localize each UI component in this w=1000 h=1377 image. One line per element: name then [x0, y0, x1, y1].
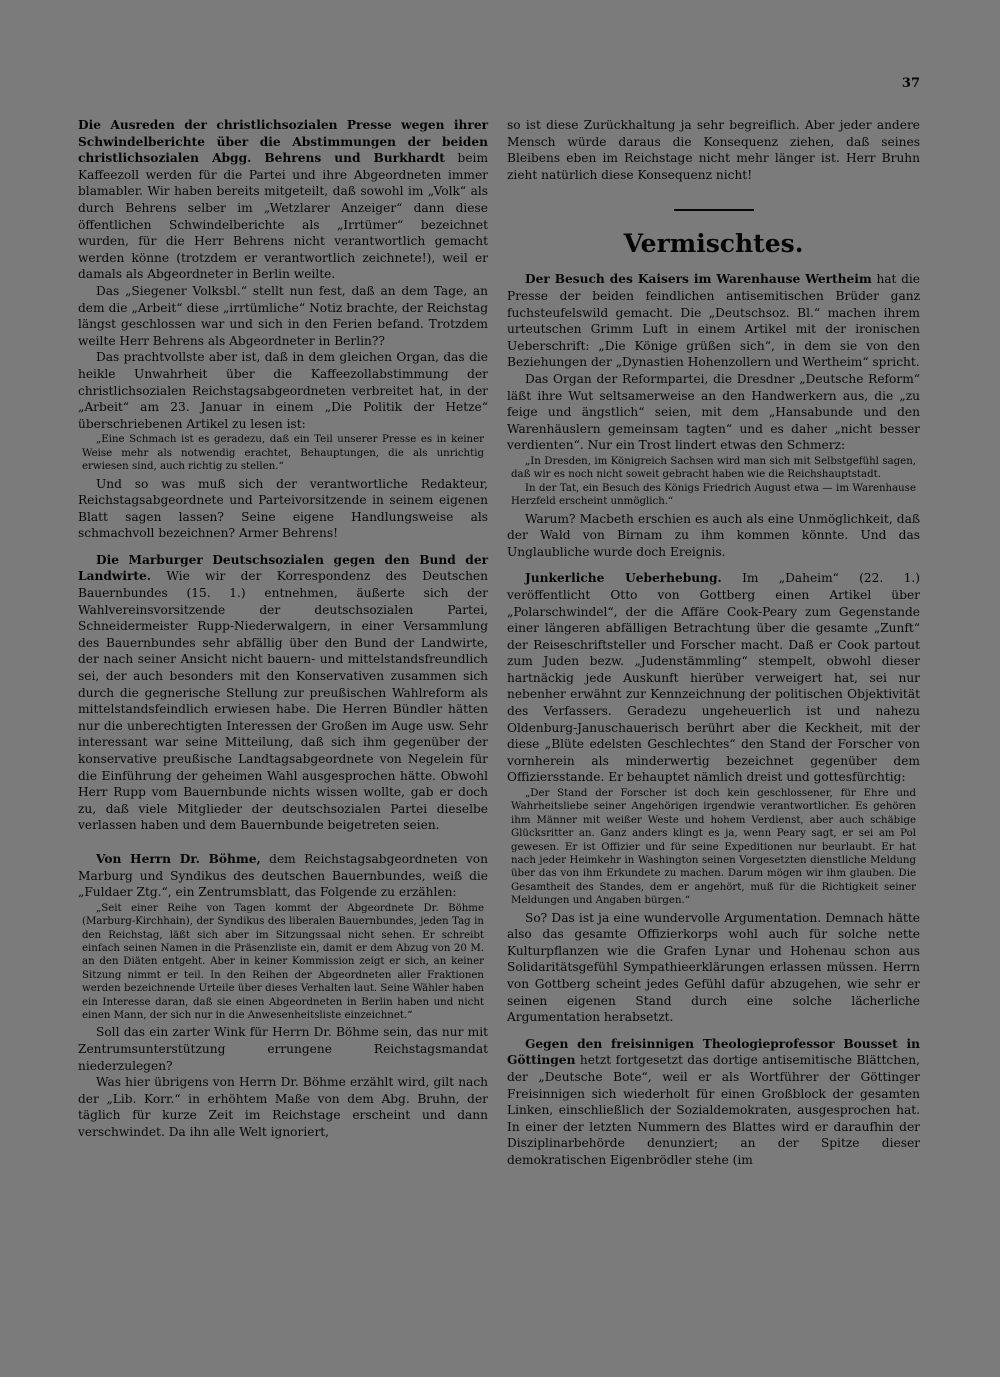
article-text: hetzt fortgesetzt das dortige antisemitische Blättchen, der „Deutsche Bote“, weil er als Wortführer der Göttinger Freisinnigen sich wiederholt für einen Großblock der gesamten Linken, einschließlich der Sozialdemokraten, ausgesprochen hat. In einer der letzten Nummern des Blattes wird er daraufhin der Disziplinarbehörde denunziert; an der Spitze dieser demokratischen Eigenbrödler stehe (im: [507, 1053, 920, 1167]
article-ausreden: [78, 117, 488, 542]
section-title: Vermischtes.: [623, 229, 804, 259]
article-heading: Die Marburger Deutschsozialen gegen den Bund der Landwirte.: [78, 552, 488, 584]
article-text: Im „Daheim“ (22. 1.) veröffentlicht Otto von Gottberg einen Artikel über „Polarschwindel“, der die Affäre Cook-Peary zum Gegenstande einer längeren abfälligen Betrachtung über die gesamte „Zunft“ der Reiseschriftsteller und Forscher macht. Daß er Cook partout zum Juden bezw. „Judenstämmling“ stempelt, obwohl dieser hartnäckig jede Auskunft hierüber verweigert hat, sei nur nebenher erwähnt zur Kennzeichnung der politischen Objektivität des Verfassers. Geradezu ungeheuerlich ist und nahezu Oldenburg-Januschauerisch berührt aber die Keckheit, mit der diese „Blüte edelsten Geschlechtes“ den Stand der Forscher von vornherein als minderwertig bezeichnet gegenüber dem Offiziersstande. Er behauptet nämlich dreist und gottesfürchtig:: [507, 571, 920, 785]
article-paragraph: Warum? Macbeth erschien es auch als eine Unmöglichkeit, daß der Wald von Birnam zu ihm kommen könnte. Und das Unglaubliche wurde doch Ereignis.: [507, 511, 920, 559]
article-text: beim Kaffeezoll werden für die Partei und ihre Abgeordneten immer blamabler. Wir haben bereits mitgeteilt, daß sowohl im „Volk“ als durch Behrens selber im „Wetzlarer Anzeiger“ dann diese öffentlichen Schwindelberichte als „Irrtümer“ bezeichnet wurden, für die Herr Behrens nicht verantwortlich gemacht werden könne (trotzdem er verantwortlich zeichnete!), weil er damals als Abgeordneter in Berlin weilte.: [78, 151, 489, 282]
article-paragraph: Was hier übrigens von Herrn Dr. Böhme erzählt wird, gilt nach der „Lib. Korr.“ in erhöhtem Maße von dem Abg. Bruhn, der täglich für kurze Zeit im Reichstage erscheint und dann verschwindet. Da ihn alle Welt ignoriert,: [78, 1075, 488, 1139]
quote-text: „Eine Schmach ist es geradezu, daß ein Teil unserer Presse es in keiner Weise mehr als notwendig erachtet, Behauptungen, die als unrichtig erwiesen sind, auch richtig zu stellen.“: [82, 434, 484, 473]
article-kaiser-wertheim: [507, 271, 920, 560]
quotation: [82, 902, 484, 1023]
article-paragraph: [78, 552, 488, 834]
article-paragraph: [507, 271, 920, 371]
page-number: 37: [901, 76, 920, 91]
article-text: hat die Presse der beiden feindlichen antisemitischen Brüder ganz fuchsteufelswild gemacht. Die „Deutschsoz. Bl.“ machen ihrem urteutschen Grimm Luft in einem Artikel mit der ironischen Ueberschrift: „Die Könige grüßen sich“, in dem sie von den Beziehungen der „Dynastien Hohenzollern und Wertheim“ spricht.: [507, 272, 920, 370]
article-paragraph: So? Das ist ja eine wundervolle Argumentation. Demnach hätte also das gesamte Offizierkorps wohl auch für solche nette Kulturpflanzen wie die Grafen Lynar und Hohenau schon aus Solidaritätsgefühl Sympathieerklärungen erlassen müssen. Herrn von Gottberg scheint jedes Gefühl dafür abzugehen, wie sehr er seinen eigenen Stand durch eine solche lächerliche Argumentation herabsetzt.: [507, 910, 920, 1025]
article-heading: Der Besuch des Kaisers im Warenhause Wertheim: [525, 272, 872, 287]
quote-text: „In Dresden, im Königreich Sachsen wird man sich mit Selbstgefühl sagen, daß wir es noch nicht soweit gebracht haben wie die Reichshauptstadt.: [511, 455, 916, 481]
article-paragraph: Und so was muß sich der verantwortliche Redakteur, Reichstagsabgeordnete und Parteivorsitzende in seinem eigenen Blatt sagen lassen? Seine eigene Handlungsweise als schmachvoll bezeichnen? Armer Behrens!: [78, 476, 488, 541]
right-column: [507, 117, 920, 1169]
quote-text: In der Tat, ein Besuch des Königs Friedrich August etwa — im Warenhause Herzfeld erscheint unmöglich.“: [511, 482, 916, 508]
section-divider: [674, 209, 754, 211]
article-heading: Junkerliche Ueberhebung.: [525, 571, 722, 586]
article-bousset: [507, 1036, 920, 1169]
article-heading: Gegen den freisinnigen Theologieprofessor Bousset in Göttingen: [507, 1036, 920, 1068]
article-paragraph: [507, 1036, 920, 1169]
quotation: [82, 433, 484, 473]
article-dr-boehme: [78, 851, 488, 1141]
left-column: [78, 117, 488, 1141]
quotation: [511, 787, 916, 908]
continuation-paragraph: so ist diese Zurückhaltung ja sehr begreiflich. Aber jeder andere Mensch würde daraus die Konsequenz ziehen, daß seines Bleibens eben im Reichstage nicht mehr länger ist. Herr Bruhn zieht natürlich diese Konsequenz nicht!: [507, 118, 920, 182]
article-junkerliche-ueberhebung: [507, 570, 920, 1026]
article-paragraph: Das prachtvollste aber ist, daß in dem gleichen Organ, das die heikle Unwahrheit über die Kaffeezollabstimmung der christlichsozialen Reichstagsabgeordneten verbreitet hat, in der „Arbeit“ am 23. Januar in einem „Die Politik der Hetze“ überschriebenen Artikel zu lesen ist:: [78, 350, 488, 431]
quote-text: „Der Stand der Forscher ist doch kein geschlossener, für Ehre und Wahrheitsliebe seiner Angehörigen irgendwie verantwortlicher. Es gehören ihm Männer mit weißer Weste und hohem Verdienst, aber auch schäbige Glücksritter an. Ganz anders klingt es ja, wenn Peary sagt, er sei am Pol gewesen. Er ist Offizier und für seine Expeditionen nur beurlaubt. Er hat nach jeder Heimkehr in Washington seinen Vorgesetzten dienstliche Meldung über das von ihm Erkundete zu machen. Darum mögen wir ihm glauben. Die Gesamtheit des Standes, dem er angehört, muß für die Richtigkeit seiner Meldungen und Angaben bürgen.“: [511, 788, 916, 907]
article-paragraph: Das „Siegener Volksbl.“ stellt nun fest, daß an dem Tage, an dem die „Arbeit“ diese „irrtümliche“ Notiz brachte, der Reichstag längst geschlossen war und sich in den Ferien befand. Trotzdem weilte Herr Behrens als Abgeordneter in Berlin??: [78, 283, 488, 348]
article-heading: Von Herrn Dr. Böhme,: [96, 851, 261, 866]
article-paragraph: [78, 851, 488, 901]
article-heading: Die Ausreden der christlichsozialen Presse wegen ihrer Schwindelberichte über die Abstimmungen der beiden christlichsozialen Abgg. Behrens und Burkhardt: [78, 118, 488, 166]
article-marburger-deutschsoziale: [78, 552, 488, 834]
article-text: dem Reichstagsabgeordneten von Marburg und Syndikus des deutschen Bauernbundes, weiß die „Fuldaer Ztg.“, ein Zentrumsblatt, das Folgende zu erzählen:: [78, 851, 488, 900]
quote-text: „Seit einer Reihe von Tagen kommt der Abgeordnete Dr. Böhme (Marburg-Kirchhain), der Syndikus des liberalen Bauernbundes, jeden Tag in den Reichstag, läßt sich aber im Sitzungssaal nicht sehen. Er schreibt einfach seinen Namen in die Präsenzliste ein, damit er dem Abzug von 20 M. an den Diäten entgeht. Aber in keiner Kommission zeigt er sich, an keiner Sitzung nimmt er teil. In den Reihen der Abgeordneten aller Fraktionen werden bezeichnende Urteile über dieses Verhalten laut. Seine Wähler haben ein Interesse daran, daß sie einen Abgeordneten in Berlin haben und nicht einen Mann, der sich nur in die Anwesenheitsliste einzeichnet.“: [82, 902, 484, 1021]
article-paragraph: [507, 570, 920, 786]
article-paragraph: Soll das ein zarter Wink für Herrn Dr. Böhme sein, das nur mit Zentrumsunterstützung errungene Reichstagsmandat niederzulegen?: [78, 1025, 488, 1073]
article-paragraph: Das Organ der Reformpartei, die Dresdner „Deutsche Reform“ läßt ihre Wut seltsamerweise an den Handwerkern aus, die „zu feige und ängstlich“ seien, mit dem „Hansabunde und den Warenhäuslern gemeinsam tagten“ und es daher „nicht besser verdienten“. Nur ein Trost lindert etwas den Schmerz:: [507, 371, 920, 453]
article-paragraph: [78, 117, 488, 283]
quotation: [511, 455, 916, 509]
article-text: Wie wir der Korrespondenz des Deutschen Bauernbundes (15. 1.) entnehmen, äußerte sich der Wahlvereinsvorsitzende der deutschsozialen Partei, Schneidermeister Rupp-Niederwalgern, in einer Versammlung des Bauernbundes sehr abfällig über den Bund der Landwirte, der nach seiner Ansicht nicht bauern- und mittelstandsfreundlich sei, der auch besonders mit den Konservativen zusammen sich durch die gegnerische Stellung zur preußischen Wahlreform als mittelstandsfeindlich erwiesen habe. Die Herren Bündler hätten nur die unberechtigten Interessen der Großen im Auge usw. Sehr interessant war seine Mitteilung, daß sich ihm gegenüber der konservative preußische Landtagsabgeordnete von Negelein für die Einführung der geheimen Wahl ausgesprochen hätte. Obwohl Herr Rupp vom Bauernbunde nichts wissen wollte, gab er doch zu, daß viele Mitglieder der deutschsozialen Partei dieselbe verlassen haben und dem Bauernbunde beigetreten seien.: [78, 569, 488, 833]
